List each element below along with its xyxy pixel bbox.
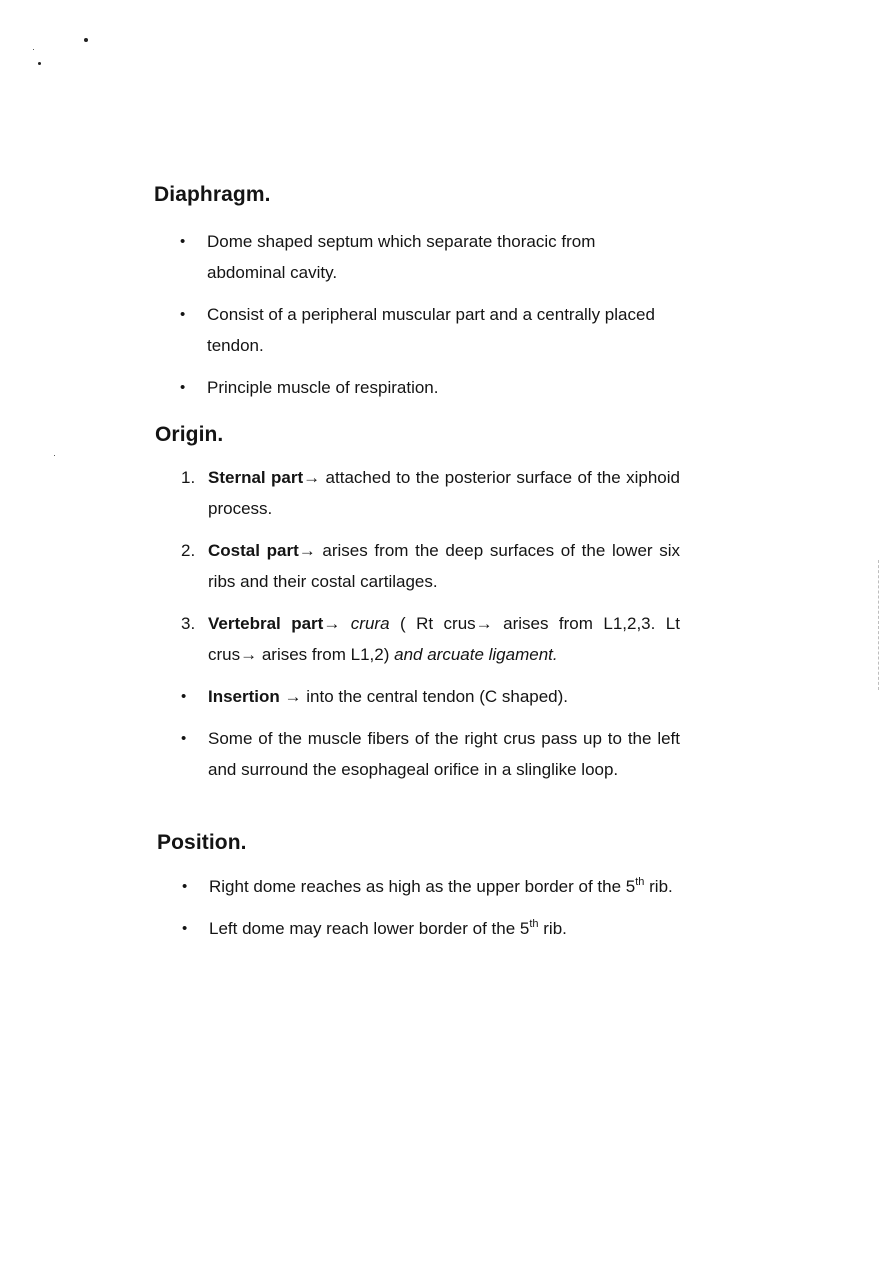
rib-number: 5 [519, 919, 530, 938]
list-number: 1. [181, 468, 196, 487]
bullet-text: Right dome reaches as high as the upper border of the [209, 877, 626, 896]
origin-part-text: ( Rt crus→ arises from L1,2,3. Lt crus→ arises from L1,2) [208, 614, 680, 664]
list-item [182, 871, 679, 902]
list-item [180, 372, 657, 403]
origin-part-italic: crura [340, 614, 390, 633]
list-item [181, 681, 680, 712]
ordinal-suffix: th [529, 918, 539, 930]
rib-number: 5 [625, 877, 636, 896]
list-item [181, 723, 680, 785]
bullet: • [181, 688, 187, 705]
list-item [181, 462, 680, 524]
list-number: 3. [181, 614, 196, 633]
insertion-text: → into the central tendon (C shaped). [279, 687, 569, 706]
bullet-text: Principle muscle of respiration. [207, 378, 439, 397]
list-item [180, 299, 657, 361]
list-item [181, 608, 680, 670]
bullet-text: Dome shaped septum which separate thoracic from abdominal cavity. [207, 232, 596, 282]
bullet: • [182, 878, 188, 895]
origin-part-text: attached to the posterior surface of the xiphoid process. [208, 468, 680, 518]
origin-part-label: Vertebral part→ [208, 614, 341, 633]
section-title-origin: Origin. [155, 423, 224, 446]
insertion-label: Insertion [208, 687, 280, 706]
ordinal-suffix: th [635, 876, 645, 888]
bullet: • [180, 306, 186, 323]
bullet: • [182, 920, 188, 937]
list-number: 2. [181, 541, 196, 560]
bullet-text: Left dome may reach lower border of the [209, 919, 520, 938]
origin-part-italic: and arcuate ligament. [389, 645, 558, 664]
bullet: • [180, 379, 186, 396]
bullet-text-end: rib. [538, 919, 567, 938]
origin-numbered-list [181, 462, 681, 796]
bullet-text-end: rib. [644, 877, 673, 896]
list-item [181, 535, 681, 597]
list-item [182, 913, 679, 944]
bullet-text: Consist of a peripheral muscular part and a centrally placed tendon. [207, 305, 655, 355]
origin-part-label: Costal part→ [208, 541, 316, 560]
list-item [180, 226, 657, 288]
section-title-position: Position. [157, 831, 247, 854]
bullet: • [181, 730, 187, 747]
section-title-diaphragm: Diaphragm. [154, 183, 271, 206]
bullet-text: Some of the muscle fibers of the right crus pass up to the left and surround the esophageal orifice in a slinglike loop. [208, 729, 680, 779]
bullet: • [180, 233, 186, 250]
origin-part-label: Sternal part→ [208, 468, 321, 487]
position-bullet-list [182, 871, 679, 955]
diaphragm-bullet-list [180, 226, 657, 414]
origin-part-text: arises from the deep surfaces of the lower six ribs and their costal cartilages. [208, 541, 681, 591]
